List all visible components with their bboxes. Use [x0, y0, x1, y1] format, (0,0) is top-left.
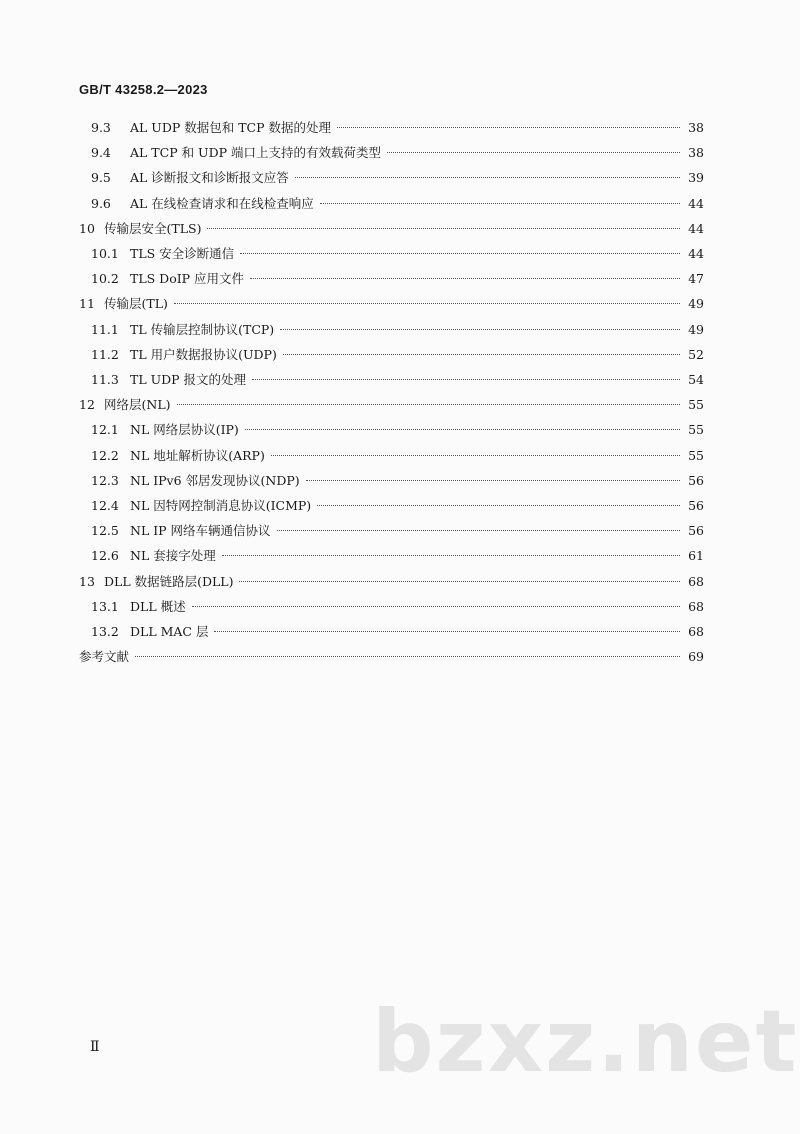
toc-entry [0, 345, 800, 365]
toc-entry-page: 44 [688, 195, 704, 211]
toc-entry [0, 622, 800, 642]
toc-dot-leader [177, 404, 680, 405]
toc-entry [0, 320, 800, 340]
toc-entry-title: DLL 概述 [130, 598, 186, 614]
toc-entry-page: 38 [688, 145, 704, 161]
toc-dot-leader [174, 303, 680, 304]
toc-entry-number: 11.3 [91, 372, 119, 387]
toc-entry [0, 496, 800, 516]
toc-entry-title: DLL 数据链路层(DLL) [104, 573, 234, 589]
toc-entry-number: 9.3 [91, 120, 111, 135]
toc-entry-page: 56 [688, 472, 704, 488]
toc-entry [0, 168, 800, 188]
toc-entry-number: 10 [79, 220, 95, 236]
toc-entry-title: 参考文献 [79, 649, 130, 665]
toc-dot-leader [295, 177, 680, 178]
toc-dot-leader [320, 203, 680, 204]
toc-entry-title: AL UDP 数据包和 TCP 数据的处理 [130, 120, 332, 135]
toc-dot-leader [135, 656, 680, 657]
toc-entry-page: 44 [688, 246, 704, 261]
toc-dot-leader [271, 455, 680, 456]
toc-dot-leader [192, 606, 680, 607]
toc-entry-number: 13 [79, 573, 95, 589]
toc-entry-title: TLS 安全诊断通信 [130, 246, 235, 261]
toc-entry-title: NL 套接字处理 [130, 548, 216, 564]
toc-entry-title: NL 地址解析协议(ARP) [130, 447, 265, 463]
page-number-footer: Ⅱ [90, 1039, 100, 1055]
toc-entry-number: 10.2 [91, 271, 119, 287]
toc-entry-title: AL TCP 和 UDP 端口上支持的有效载荷类型 [130, 145, 382, 161]
toc-dot-leader [387, 152, 680, 153]
toc-entry-page: 47 [688, 271, 704, 287]
toc-dot-leader [250, 278, 680, 279]
toc-dot-leader [245, 429, 680, 430]
toc-entry-title: AL 在线检查请求和在线检查响应 [130, 195, 314, 211]
toc-entry [0, 597, 800, 617]
toc-dot-leader [240, 253, 680, 254]
toc-entry-number: 12.6 [91, 548, 119, 564]
toc-entry-page: 56 [688, 498, 704, 513]
toc-entry-page: 69 [688, 649, 704, 665]
toc-entry-page: 49 [688, 296, 704, 312]
toc-entry-title: TL 用户数据报协议(UDP) [130, 346, 277, 362]
toc-entry-title: TL UDP 报文的处理 [130, 372, 247, 387]
toc-entry-number: 13.1 [91, 598, 119, 614]
toc-dot-leader [252, 379, 680, 380]
toc-entry [0, 244, 800, 264]
toc-entry [0, 546, 800, 566]
toc-entry-number: 12.5 [91, 523, 119, 539]
toc-entry-title: TL 传输层控制协议(TCP) [130, 321, 275, 337]
toc-entry-number: 11.1 [91, 321, 119, 337]
toc-entry-page: 61 [688, 548, 704, 564]
toc-entry-page: 68 [688, 598, 704, 614]
toc-entry-page: 68 [688, 573, 704, 589]
toc-entry-number: 12.2 [91, 447, 119, 463]
toc-entry-number: 12 [79, 397, 95, 413]
toc-entry-title: NL IPv6 邻居发现协议(NDP) [130, 472, 300, 488]
toc-entry-page: 55 [688, 397, 704, 413]
toc-entry-title: DLL MAC 层 [130, 624, 209, 639]
toc-entry-title: NL IP 网络车辆通信协议 [130, 523, 271, 539]
toc-entry [0, 269, 800, 289]
toc-dot-leader [239, 581, 680, 582]
toc-entry-title: NL 网络层协议(IP) [130, 422, 239, 438]
toc-entry-page: 55 [688, 422, 704, 438]
toc-entry [0, 118, 800, 138]
toc-entry-title: 传输层(TL) [104, 296, 168, 312]
toc-entry-number: 11.2 [91, 346, 119, 362]
toc-dot-leader [283, 354, 680, 355]
toc-dot-leader [317, 505, 680, 506]
toc-dot-leader [214, 631, 680, 632]
standard-number-header: GB/T 43258.2—2023 [79, 82, 208, 97]
toc-dot-leader [277, 530, 680, 531]
toc-dot-leader [222, 555, 680, 556]
toc-entry-number: 11 [79, 296, 95, 312]
toc-entry-number: 9.6 [91, 195, 111, 211]
toc-entry [0, 143, 800, 163]
toc-entry [0, 294, 800, 314]
toc-entry-page: 54 [688, 372, 704, 387]
toc-dot-leader [280, 329, 680, 330]
toc-entry-number: 12.3 [91, 472, 119, 488]
toc-entry-title: TLS DoIP 应用文件 [130, 271, 245, 287]
toc-entry [0, 395, 800, 415]
toc-entry-number: 13.2 [91, 624, 119, 639]
toc-entry-title: NL 因特网控制消息协议(ICMP) [130, 498, 312, 513]
toc-entry [0, 521, 800, 541]
toc-entry-title: 传输层安全(TLS) [104, 220, 202, 236]
toc-entry [0, 471, 800, 491]
toc-entry [0, 194, 800, 214]
toc-entry-page: 38 [688, 120, 704, 135]
toc-entry-page: 68 [688, 624, 704, 639]
toc-entry [0, 370, 800, 390]
toc-entry-number: 12.1 [91, 422, 119, 438]
toc-entry-page: 52 [688, 346, 704, 362]
watermark-logo: bzxz.net [372, 992, 799, 1092]
toc-entry [0, 647, 800, 667]
toc-dot-leader [337, 127, 680, 128]
toc-entry-page: 56 [688, 523, 704, 539]
toc-entry-number: 9.4 [91, 145, 111, 161]
toc-entry [0, 420, 800, 440]
toc-dot-leader [306, 480, 680, 481]
toc-entry-title: 网络层(NL) [104, 397, 171, 413]
toc-dot-leader [207, 228, 680, 229]
toc-entry-number: 12.4 [91, 498, 119, 513]
toc-entry [0, 572, 800, 592]
toc-entry-number: 9.5 [91, 170, 111, 186]
toc-entry [0, 446, 800, 466]
toc-entry-title: AL 诊断报文和诊断报文应答 [130, 170, 289, 186]
toc-entry-page: 44 [688, 220, 704, 236]
toc-entry [0, 219, 800, 239]
toc-entry-page: 49 [688, 321, 704, 337]
toc-entry-page: 55 [688, 447, 704, 463]
toc-entry-number: 10.1 [91, 246, 119, 261]
toc-entry-page: 39 [688, 170, 704, 186]
